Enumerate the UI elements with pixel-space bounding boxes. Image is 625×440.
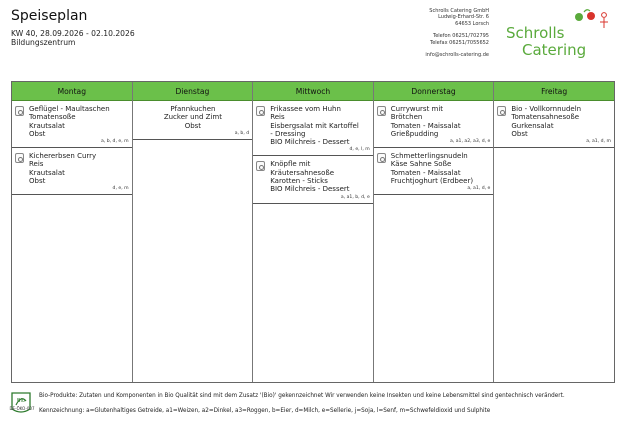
day-column-mittwoch <box>253 82 374 382</box>
meal-description <box>270 160 370 193</box>
meal-entry <box>133 101 253 140</box>
meal-description <box>270 105 370 146</box>
meal-description <box>391 152 491 185</box>
meal-icon <box>15 153 24 163</box>
logo-text-schrolls: Schrolls <box>506 24 565 42</box>
day-header: Freitag <box>494 82 614 101</box>
meal-line: Geflügel - Maultaschen <box>29 105 110 113</box>
meal-plan-table <box>11 81 615 383</box>
allergen-codes: a, a1, a2, a3, d, e <box>450 139 491 145</box>
day-column-donnerstag <box>374 82 495 382</box>
bio-code: DE-ÖKO-007 <box>9 406 35 411</box>
meal-line: BIO Milchreis - Dessert <box>270 185 350 194</box>
meal-line: - Dressing <box>270 129 306 138</box>
meal-line: BIO Milchreis - Dessert <box>270 138 350 147</box>
day-header: Dienstag <box>133 82 253 101</box>
meal-icon <box>256 161 265 171</box>
meal-entry <box>12 101 132 148</box>
meal-line: Zucker und Zimt <box>163 113 222 122</box>
meal-line: Kräutersahnesoße <box>270 168 335 177</box>
bio-seal-icon <box>9 389 33 415</box>
day-column-freitag <box>494 82 614 382</box>
meal-description <box>511 105 611 138</box>
allergen-codes: a, a1, b, d, e <box>340 194 370 200</box>
allergen-codes: a, b, d, e, m <box>100 139 129 145</box>
meal-icon <box>377 153 386 163</box>
meal-entry <box>253 156 373 203</box>
meal-description <box>29 152 129 185</box>
day-column-dienstag <box>133 82 254 382</box>
meal-line: Obst <box>29 129 46 138</box>
schrolls-catering-logo <box>500 8 618 60</box>
meal-line: Currywurst mit <box>390 105 444 113</box>
meal-line: Fruchtjoghurt (Erdbeer) <box>390 177 474 186</box>
company-phone: Telefon 06251/702795 <box>432 33 489 40</box>
meal-line: Schmetterlingsnudeln <box>390 152 468 161</box>
meal-icon <box>377 106 386 116</box>
allergen-codes: d, e, l, m <box>349 147 370 153</box>
meal-line: Obst <box>511 129 528 138</box>
location: Bildungszentrum <box>11 38 76 47</box>
meal-line: Gurkensalat <box>511 121 554 130</box>
allergen-codes: a, a1, d, m <box>586 139 611 145</box>
meal-entry <box>374 101 494 148</box>
meal-line: Bio - Vollkornnudeln <box>511 105 582 113</box>
meal-line: Pfannkuchen <box>170 105 216 113</box>
meal-line: Obst <box>29 177 46 186</box>
meal-line: Kichererbsen Curry <box>29 152 97 161</box>
company-address <box>369 8 489 58</box>
company-city: 64653 Lorsch <box>455 20 489 27</box>
meal-line: Krautsalat <box>29 121 65 130</box>
logo-text-catering: Catering <box>522 41 587 59</box>
meal-entry <box>12 148 132 195</box>
meal-line: Grießpudding <box>390 129 439 138</box>
meal-icon <box>256 106 265 116</box>
company-street: Ludwig-Erhard-Str. 6 <box>438 14 489 21</box>
page-title: Speiseplan <box>11 8 88 24</box>
allergen-codes: d, e, m <box>112 186 129 192</box>
allergen-legend: Kennzeichnung: a=Glutenhaltiges Getreide, a1=Weizen, a2=Dinkel, a3=Roggen, b=Eier, d=Milch, e=Sellerie, j=Soja, l=Senf, m=Schwefeldioxid und Sulphite <box>39 408 491 414</box>
company-fax: Telefax 06251/7055652 <box>430 39 489 46</box>
meal-entry <box>253 101 373 156</box>
allergen-codes: a, a1, d, e <box>467 186 491 192</box>
meal-line: Tomatensahnesoße <box>511 113 580 122</box>
meal-description <box>391 105 491 138</box>
day-header: Donnerstag <box>374 82 494 101</box>
meal-line: Karotten - Sticks <box>270 177 328 186</box>
meal-line: Brötchen <box>390 113 423 122</box>
meal-line: Frikassee vom Huhn <box>270 105 341 113</box>
week-range: KW 40, 28.09.2026 - 02.10.2026 <box>11 29 135 38</box>
allergen-codes: a, b, d <box>234 130 250 136</box>
day-column-montag <box>12 82 133 382</box>
meal-line: Käse Sahne Soße <box>390 160 452 169</box>
meal-line: Tomatensoße <box>29 113 76 122</box>
meal-line: Reis <box>270 113 285 122</box>
meal-line: Tomaten - Maissalat <box>390 121 461 130</box>
company-name: Schrolls Catering GmbH <box>429 8 489 14</box>
day-header: Montag <box>12 82 132 101</box>
company-email[interactable]: info@schrolls-catering.de <box>425 52 489 59</box>
meal-icon <box>15 106 24 116</box>
meal-line: Krautsalat <box>29 168 65 177</box>
meal-entry <box>494 101 614 148</box>
meal-line: Obst <box>184 121 202 130</box>
meal-description <box>137 105 250 130</box>
bio-label: Bio <box>17 398 25 404</box>
meal-line: Tomaten - Maissalat <box>390 168 461 177</box>
meal-line: Knöpfle mit <box>270 160 311 169</box>
meal-description <box>29 105 129 138</box>
meal-line: Reis <box>29 160 44 169</box>
day-header: Mittwoch <box>253 82 373 101</box>
bio-note: Bio-Produkte: Zutaten und Komponenten in Bio Qualität sind mit dem Zusatz '(Bio)' gekennzeichnet Wir verwenden keine Insekten und keine Lebensmittel sind gentechnisch verändert. <box>39 393 565 399</box>
meal-entry <box>374 148 494 195</box>
footer <box>7 387 617 437</box>
meal-line: Eisbergsalat mit Kartoffel <box>270 121 359 130</box>
meal-icon <box>497 106 506 116</box>
